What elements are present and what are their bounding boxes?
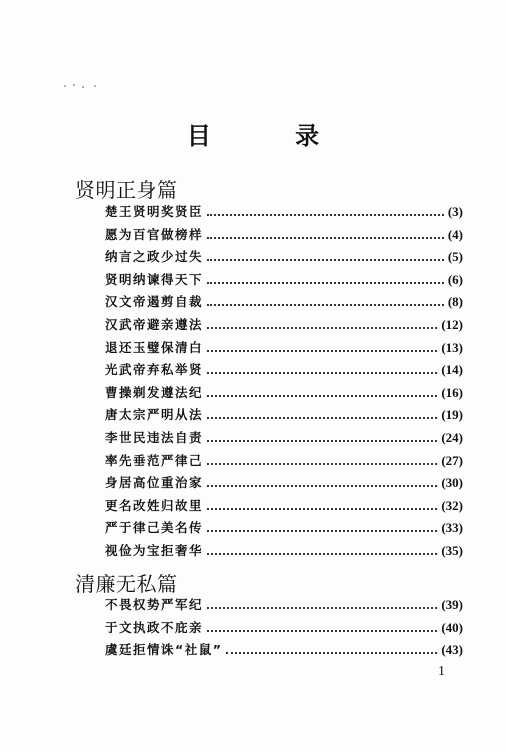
toc-entry-title: 不畏权势严军纪 [105, 597, 204, 612]
toc-entry[interactable] [105, 247, 463, 270]
dot-leader [207, 371, 437, 374]
dot-leader [207, 213, 444, 216]
toc-entry-title: 曹操剃发遵法纪 [105, 384, 204, 400]
toc-entry-title: 汉文帝遏剪自裁 [105, 294, 204, 310]
toc-entry-page: (43) [441, 642, 463, 658]
toc-entry-title: 光武帝弃私举贤 [105, 362, 204, 378]
toc-entry-title: 严于律己美名传 [105, 520, 204, 536]
toc-entry[interactable] [105, 428, 463, 451]
toc-entry-title: 李世民违法自责 [105, 429, 204, 445]
toc-entry-page: (16) [441, 384, 463, 400]
toc-entry-page: (13) [441, 339, 463, 355]
toc-entry[interactable] [105, 202, 463, 225]
toc-entry-title: 虞廷拒情诛“社鼠” [105, 642, 223, 658]
toc-entry-title: 身居高位重治家 [105, 475, 204, 491]
dot-leader [207, 326, 437, 329]
toc-entry-page: (14) [441, 362, 463, 378]
dot-leader [207, 462, 437, 465]
toc-entry-title: 纳言之政少过失 [105, 249, 204, 265]
toc-list-section-2 [105, 595, 463, 663]
page-title: 目 录 [186, 122, 358, 150]
dot-leader [207, 552, 437, 555]
toc-entry-page: (33) [441, 520, 463, 536]
toc-entry-page: (19) [441, 407, 463, 423]
toc-entry-title: 视俭为宝拒奢华 [105, 542, 204, 558]
dot-leader [207, 606, 437, 609]
toc-entry[interactable] [105, 451, 463, 474]
toc-entry-page: (6) [447, 271, 463, 287]
dot-leader [207, 394, 437, 397]
dot-leader [207, 281, 444, 284]
toc-entry-page: (4) [447, 226, 463, 242]
toc-entry-page: (39) [441, 597, 463, 612]
toc-entry[interactable] [105, 360, 463, 383]
toc-entry-title: 于文执政不庇亲 [105, 619, 204, 635]
toc-entry-page: (27) [441, 452, 463, 468]
dot-leader [207, 629, 437, 632]
toc-entry[interactable] [105, 383, 463, 406]
toc-entry-title: 更名改姓归故里 [105, 497, 204, 513]
toc-entry-title: 愿为百官做榜样 [105, 226, 204, 242]
toc-entry[interactable] [105, 405, 463, 428]
toc-entry-page: (5) [447, 249, 463, 265]
dot-leader [207, 416, 437, 419]
dot-leader [207, 258, 444, 261]
toc-entry[interactable] [105, 541, 463, 564]
dot-leader [207, 484, 437, 487]
toc-entry-page: (8) [447, 294, 463, 310]
toc-list-section-1 [105, 202, 463, 564]
toc-entry-page: (24) [441, 429, 463, 445]
toc-entry-title: 唐太宗严明从法 [105, 407, 204, 423]
toc-entry[interactable] [105, 225, 463, 248]
dot-leader [207, 507, 437, 510]
toc-entry[interactable] [105, 496, 463, 519]
toc-entry[interactable] [105, 292, 463, 315]
dot-leader [226, 651, 437, 654]
toc-entry[interactable] [105, 618, 463, 641]
dot-leader [207, 303, 444, 306]
dot-leader [207, 236, 444, 239]
dot-leader [207, 349, 437, 352]
toc-entry[interactable] [105, 473, 463, 496]
section-heading-2: 清廉无私篇 [75, 572, 178, 596]
toc-entry-page: (35) [441, 542, 463, 558]
toc-entry[interactable] [105, 595, 463, 618]
toc-entry-title: 楚王贤明奖贤臣 [105, 204, 204, 219]
toc-entry-page: (40) [441, 619, 463, 635]
toc-entry-title: 率先垂范严律己 [105, 452, 204, 468]
dot-leader [207, 529, 437, 532]
page-number: 1 [438, 664, 445, 679]
dot-leader [207, 439, 437, 442]
section-heading-1: 贤明正身篇 [75, 178, 178, 202]
toc-entry[interactable] [105, 338, 463, 361]
toc-entry-page: (30) [441, 475, 463, 491]
toc-entry[interactable] [105, 315, 463, 338]
toc-entry[interactable] [105, 640, 463, 663]
toc-entry-title: 汉武帝避亲遵法 [105, 316, 204, 332]
toc-entry-page: (12) [441, 316, 463, 332]
toc-entry-page: (3) [447, 204, 463, 219]
toc-entry-title: 退还玉璧保清白 [105, 339, 204, 355]
scan-speckle [64, 84, 104, 88]
toc-entry[interactable] [105, 518, 463, 541]
toc-entry-title: 贤明纳谏得天下 [105, 271, 204, 287]
toc-entry-page: (32) [441, 497, 463, 513]
toc-entry[interactable] [105, 270, 463, 293]
